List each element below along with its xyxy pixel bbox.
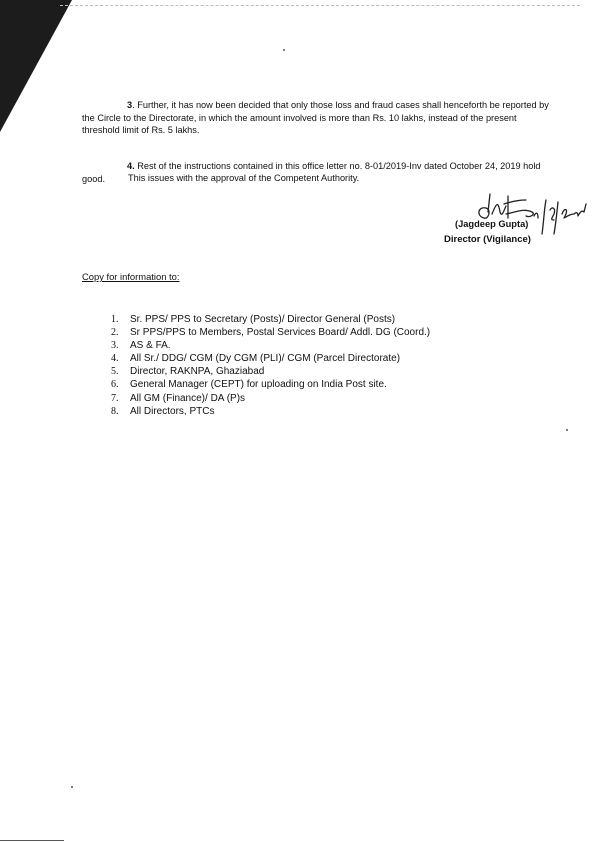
paragraph-3-text: . Further, it has now been decided that only those loss and fraud cases shall henceforth be reported by the Circle to the Directorate, in which the amount involved is more than Rs. 10 lakhs, instead of the present threshold limit of Rs. 5 lakhs. [82, 100, 549, 135]
paragraph-4-number: 4. [127, 161, 135, 171]
approval-line: This issues with the approval of the Competent Authority. [128, 173, 360, 183]
list-item-text: AS & FA. [130, 340, 171, 352]
list-item-number: 1. [111, 314, 119, 325]
list-item-text: General Manager (CEPT) for uploading on India Post site. [130, 379, 387, 391]
list-item-text: Director, RAKNPA, Ghaziabad [130, 366, 265, 378]
copy-to-list [102, 313, 430, 418]
list-item-text: Sr. PPS/ PPS to Secretary (Posts)/ Director General (Posts) [130, 314, 396, 325]
paragraph-3 [82, 99, 552, 137]
list-item [102, 326, 430, 339]
list-item [102, 392, 430, 405]
signatory-designation: Director (Vigilance) [444, 234, 531, 245]
copy-to-heading: Copy for information to: [82, 271, 180, 282]
signatory-name: (Jagdeep Gupta) [455, 219, 529, 229]
list-item [102, 339, 430, 352]
list-item-text: All Directors, PTCs [130, 405, 215, 417]
list-item [102, 405, 430, 418]
scan-speck [566, 429, 568, 431]
list-item-text: All GM (Finance)/ DA (P)s [130, 392, 246, 404]
paragraph-4-text: Rest of the instructions contained in this office letter no. 8-01/2019-Inv dated October 24, 2019 hold good. [82, 161, 541, 184]
scan-shadow [0, 0, 80, 140]
scan-speck [283, 49, 285, 51]
list-item-text: Sr PPS/PPS to Members, Postal Services Board/ Addl. DG (Coord.) [130, 327, 431, 339]
list-item-number: 2. [111, 327, 119, 339]
list-item-number: 7. [111, 392, 119, 404]
list-item [102, 378, 430, 391]
list-item-number: 8. [111, 405, 119, 417]
paragraph-3-number: 3 [127, 100, 133, 110]
list-item [102, 313, 430, 326]
list-item-number: 3. [111, 340, 119, 352]
list-item-text: All Sr./ DDG/ CGM (Dy CGM (PLI)/ CGM (Parcel Directorate) [130, 353, 401, 365]
list-item-number: 5. [111, 366, 119, 378]
list-item [102, 352, 430, 365]
list-item [102, 365, 430, 378]
list-item-number: 4. [111, 353, 119, 365]
page-bottom-edge [0, 840, 64, 841]
page-top-edge [60, 5, 580, 7]
list-item-number: 6. [111, 379, 119, 391]
scan-speck [71, 786, 73, 788]
